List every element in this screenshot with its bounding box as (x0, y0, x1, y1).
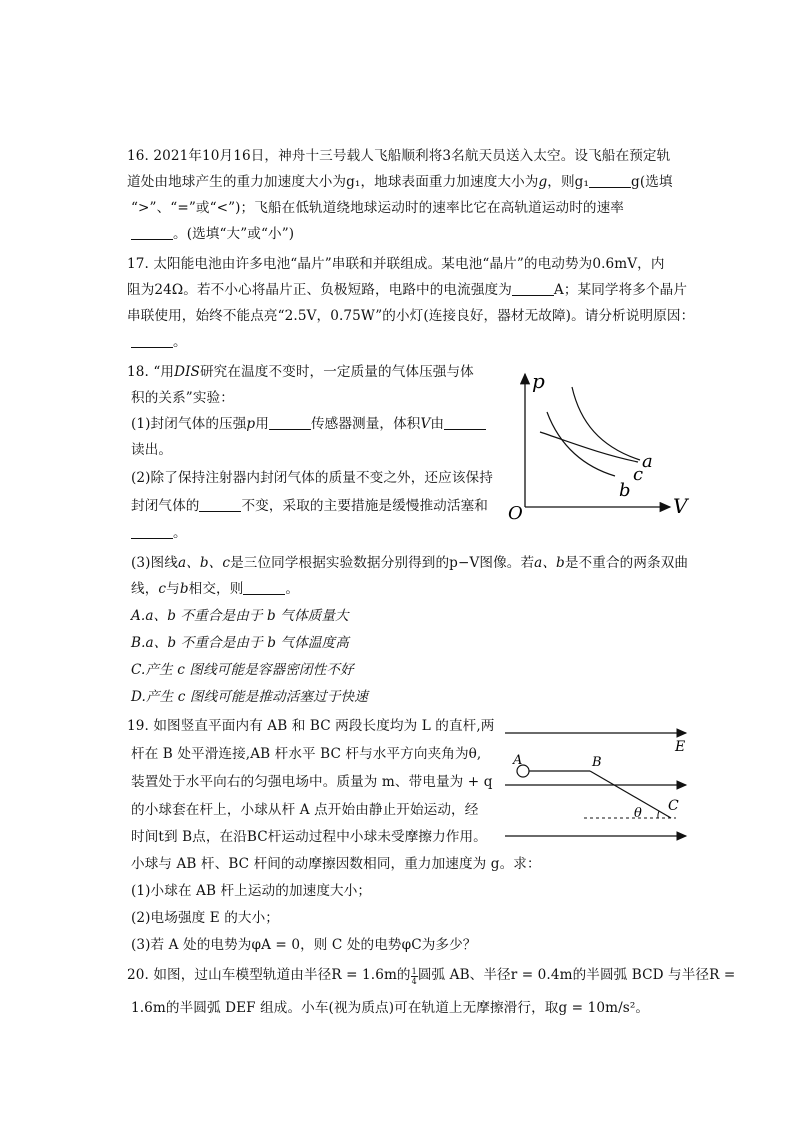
label-theta: θ (634, 806, 642, 821)
q18-var: V (420, 416, 431, 432)
label-e: E (675, 739, 686, 755)
q17-text: 阻为24Ω。若不小心将晶片正、负极短路，电路中的电流强度为 (127, 282, 512, 298)
q19-line-1: 19. 如图竖直平面内有 AB 和 BC 两段长度均为 L 的直杆,两 (127, 718, 495, 734)
q18-line-9 (131, 579, 299, 599)
option-d[interactable]: D.产生 c 图线可能是推动活塞过于快速 (131, 689, 368, 705)
q16-line-1: 16. 2021年10月16日，神舟十三号载人飞船顺利将3名航天员送入太空。设飞船在预定轨 (127, 148, 671, 164)
q18-line-2: 积的关系”实验： (131, 390, 234, 406)
q18-text: 不变，采取的主要措施是缓慢推动活塞和 (241, 498, 488, 514)
q18-text: 。 (173, 525, 187, 541)
q18-text: 是三位同学根据实验数据分别得到的p−V图像。若 (230, 555, 535, 571)
q19-line-8: (2)电场强度 E 的大小； (131, 910, 279, 926)
label-a: a (642, 451, 653, 472)
q18-text: (1)封闭气体的压强 (131, 416, 247, 432)
label-a: A (513, 753, 523, 768)
q18-text: 由 (430, 416, 445, 432)
q18-text: 线， (131, 581, 159, 597)
answer-blank[interactable] (269, 415, 311, 430)
answer-blank[interactable] (444, 415, 486, 430)
label-b: B (592, 755, 602, 770)
q17-line-2 (127, 280, 687, 300)
curve-a (572, 387, 640, 460)
q16-line-2 (127, 172, 673, 192)
option-a[interactable]: A.a、b 不重合是由于 b 气体质量大 (131, 608, 349, 624)
q18-var: p (246, 416, 256, 432)
curve-c (540, 432, 638, 462)
q16-text: g(选填 (631, 174, 673, 190)
q16-text: 道处由地球产生的重力加速度大小为g₁，地球表面重力加速度大小为 (127, 174, 539, 190)
q18-text: 与 (166, 581, 180, 597)
answer-blank[interactable] (589, 173, 631, 188)
q18-text: 。 (285, 581, 300, 597)
q18-text: 用 (255, 416, 269, 432)
label-c: c (633, 464, 644, 485)
q18-text: 是不重合的两条双曲 (564, 555, 689, 571)
q20-text: 圆弧 AB、半径r = 0.4m的半圆弧 BCD 与半径R = (417, 967, 736, 983)
option-c[interactable]: C.产生 c 图线可能是容器密闭性不好 (131, 662, 354, 678)
q18-text: 传感器测量，体积 (310, 416, 421, 432)
answer-blank[interactable] (512, 281, 554, 296)
q18-text: 18. “用 (127, 364, 175, 380)
q18-line-5: (2)除了保持注射器内封闭气体的质量不变之外，还应该保持 (131, 470, 493, 486)
q18-line-1 (127, 362, 474, 382)
q16-line-4 (131, 224, 294, 244)
q20-line-2: 1.6m的半圆弧 DEF 组成。小车(视为质点)可在轨道上无摩擦滑行，取g = 10m/s²。 (131, 1000, 650, 1016)
q18-line-4: 读出。 (131, 442, 173, 458)
q19-line-3: 装置处于水平向右的匀强电场中。质量为 m、带电量为 + q (131, 774, 493, 790)
q18-line-6 (131, 496, 488, 516)
answer-blank[interactable] (199, 497, 241, 512)
q17-line-4 (131, 332, 187, 352)
q17-line-1: 17. 太阳能电池由许多电池“晶片”串联和并联组成。某电池“晶片”的电动势为0.6mV，内 (127, 256, 665, 272)
q19-line-5: 时间t到 B点，在沿BC杆运动过程中小球未受摩擦力作用。 (131, 829, 487, 845)
q18-var: a、b、c (177, 555, 231, 571)
answer-blank[interactable] (131, 333, 173, 348)
answer-blank[interactable] (131, 524, 173, 539)
q18-text: 研究在温度不变时，一定质量的气体压强与体 (199, 364, 474, 380)
rod-field-diagram (500, 720, 696, 844)
option-b[interactable]: B.a、b 不重合是由于 b 气体温度高 (131, 635, 349, 651)
fraction-quarter (411, 967, 418, 986)
q18-line-7 (131, 523, 187, 543)
label-v: V (673, 494, 688, 518)
q18-text: 相交，则 (188, 581, 244, 597)
q20-text: 20. 如图，过山车模型轨道由半径R = 1.6m的 (127, 967, 411, 983)
q16-var-g: g (538, 174, 548, 190)
label-p: p (532, 369, 545, 393)
fraction-numerator: 1 (411, 967, 417, 976)
theta-arc (658, 811, 659, 818)
q19-line-9: (3)若 A 处的电势为φA = 0，则 C 处的电势φC为多少？ (131, 937, 477, 953)
q18-var: b (179, 581, 189, 597)
q18-line-3 (131, 414, 486, 434)
q18-var: c (158, 581, 167, 597)
q19-line-6: 小球与 AB 杆、BC 杆间的动摩擦因数相同，重力加速度为 g。求： (131, 856, 541, 872)
q16-line-3: “>”、“=”或“<”)；飞船在低轨道绕地球运动时的速率比它在高轨道运动时的速率 (131, 200, 624, 216)
q17-text: 。 (173, 334, 187, 350)
q18-dis: DIS (174, 364, 200, 380)
q20-line-1 (127, 965, 735, 986)
q16-text: 。(选填“大”或“小”) (173, 226, 295, 242)
curve-b (547, 412, 615, 476)
q18-text: (3)图线 (131, 555, 178, 571)
answer-blank[interactable] (131, 225, 173, 240)
q18-var: a、b (534, 555, 565, 571)
q17-line-3: 串联使用，始终不能点亮“2.5V，0.75W”的小灯(连接良好，器材无故障)。请分析说明原因： (127, 308, 695, 324)
pv-graph (500, 362, 700, 527)
q16-text: ，则g₁ (547, 174, 590, 190)
label-o: O (508, 503, 523, 524)
q17-text: A；某同学将多个晶片 (553, 282, 688, 298)
q19-line-4: 的小球套在杆上，小球从杆 A 点开始由静止开始运动，经 (131, 802, 479, 818)
q18-text: 封闭气体的 (131, 498, 200, 514)
label-b: b (619, 480, 631, 501)
q19-line-2: 杆在 B 处平滑连接,AB 杆水平 BC 杆与水平方向夹角为θ, (131, 746, 482, 762)
label-c: C (668, 798, 679, 814)
fraction-denominator: 4 (411, 977, 417, 986)
q18-line-8 (131, 553, 688, 573)
q19-line-7: (1)小球在 AB 杆上运动的加速度大小； (131, 883, 372, 899)
answer-blank[interactable] (243, 580, 285, 595)
